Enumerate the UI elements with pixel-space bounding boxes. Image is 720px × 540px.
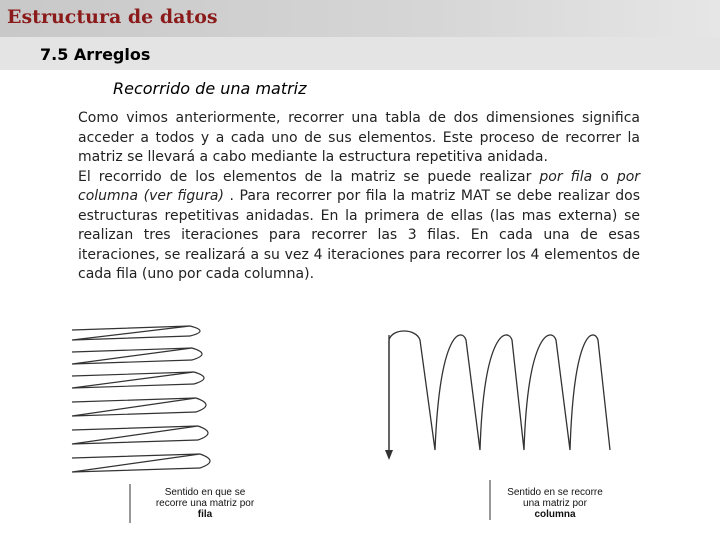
row-caption-line-2: recorre una matriz por [155, 498, 255, 509]
paragraph-2 [78, 168, 640, 285]
column-arrow-head [385, 450, 393, 460]
content-heading: Recorrido de una matriz [113, 79, 307, 98]
body-text [78, 109, 640, 285]
row-caption-line-1: Sentido en que se [164, 487, 246, 498]
column-caption-line-2: una matriz por [523, 498, 587, 509]
slide-title: Estructura de datos [7, 6, 218, 28]
row-caption [135, 487, 275, 520]
column-caption [485, 487, 625, 520]
paragraph-2-mid: o [592, 168, 617, 185]
por-columna-text: por columna (ver figura) [78, 168, 641, 204]
row-zigzag-path [72, 326, 200, 472]
section-title: 7.5 Arreglos [40, 45, 151, 64]
por-fila-text: por fila [539, 168, 593, 185]
paragraph-2-end: . Para recorrer por fila la matriz MAT se debe realizar dos estructuras repetitivas anidadas. En la primera de ellas (las mas externa) se realizan tres iteraciones para recorrer las 3 filas. En cada una de esas iteraciones, se realizará a su vez 4 iteraciones para recorrer los 4 elementos de cada fila (uno por cada columna). [78, 188, 640, 282]
column-arches [389, 331, 610, 452]
paragraph-1: Como vimos anteriormente, recorrer una tabla de dos dimensiones significa acceder a todos y a cada uno de sus elementos. Este proceso de recorrer la matriz se llevará a cabo mediante la estructura repetitiva anidada. [78, 110, 640, 165]
column-caption-line-1: Sentido en se recorre [507, 487, 603, 498]
column-caption-line-3: columna [534, 509, 576, 520]
row-zigzag-curves [190, 326, 210, 468]
row-caption-line-3: fila [197, 509, 213, 520]
paragraph-2-start: El recorrido de los elementos de la matriz se puede realizar [78, 168, 540, 185]
